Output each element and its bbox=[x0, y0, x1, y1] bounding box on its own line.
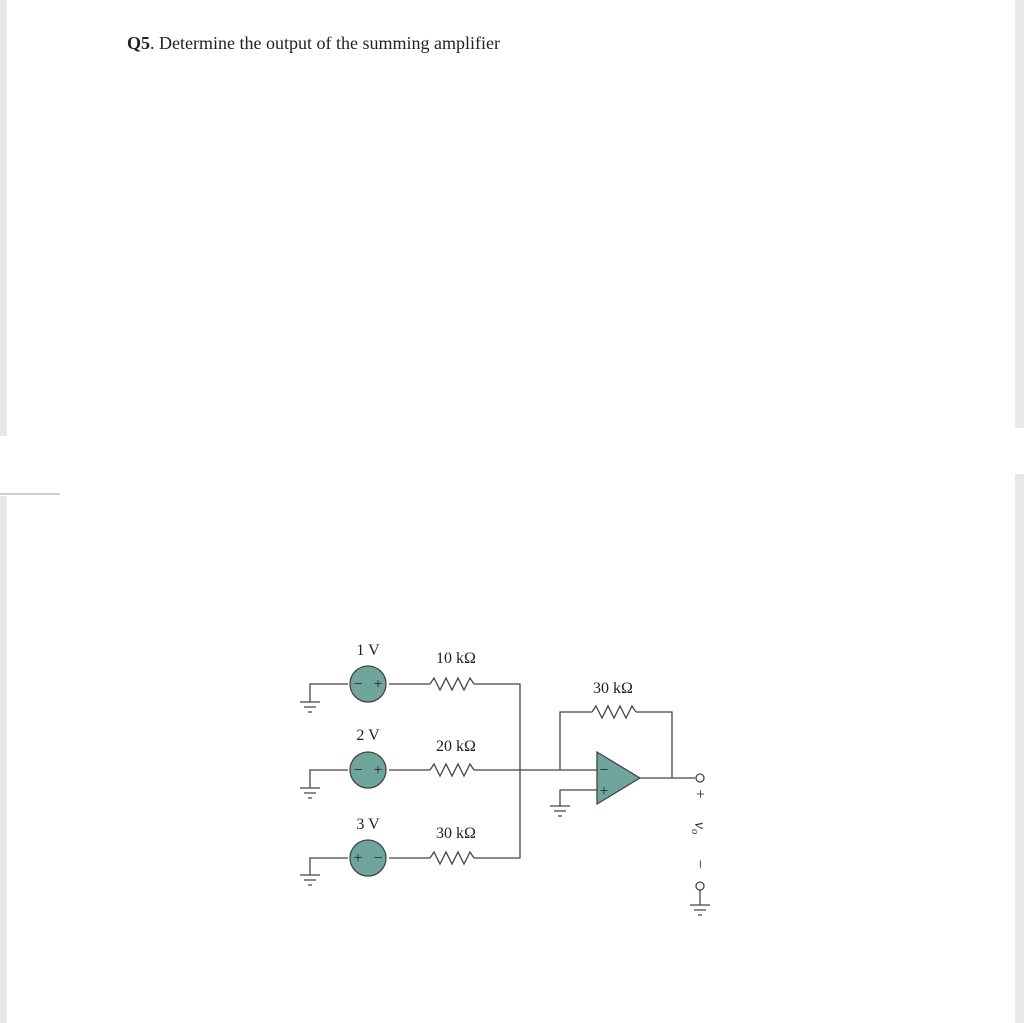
resistor-30k-input bbox=[430, 852, 474, 864]
resistor-30k-feedback bbox=[592, 706, 636, 718]
source-value-label: 3 V bbox=[356, 816, 380, 833]
wire-feedback-left bbox=[560, 712, 592, 770]
voltage-source-2 bbox=[350, 727, 386, 788]
output-plus-sign: + bbox=[691, 789, 708, 799]
wire-feedback-right bbox=[636, 712, 672, 778]
ground-icon bbox=[690, 905, 710, 915]
output-symbol-letter: v bbox=[691, 821, 708, 829]
output-symbol-subscript: o bbox=[689, 828, 701, 835]
source-right-sign: + bbox=[373, 762, 383, 779]
question-number: Q5 bbox=[127, 33, 151, 53]
resistor-label-30k-feedback: 30 kΩ bbox=[593, 680, 633, 697]
ground-icon bbox=[300, 702, 320, 712]
source-left-sign: + bbox=[353, 850, 363, 867]
wire-noninverting-ground bbox=[560, 790, 597, 806]
output-symbol bbox=[689, 822, 708, 835]
voltage-source-1 bbox=[350, 642, 386, 702]
output-terminal-positive bbox=[696, 774, 704, 782]
ground-wire-1 bbox=[310, 684, 348, 702]
resistor-10k bbox=[430, 678, 474, 690]
source-right-sign: + bbox=[373, 676, 383, 693]
source-value-label: 2 V bbox=[356, 727, 380, 744]
wire-summing-bus bbox=[474, 684, 520, 858]
source-left-sign: − bbox=[353, 676, 363, 693]
resistor-20k bbox=[430, 764, 474, 776]
ground-wire-2 bbox=[310, 770, 348, 788]
output-voltage-label bbox=[689, 789, 708, 868]
voltage-source-3 bbox=[350, 816, 386, 876]
ground-icon bbox=[300, 875, 320, 885]
source-left-sign: − bbox=[353, 762, 363, 779]
ground-wire-3 bbox=[310, 858, 348, 875]
ground-icon bbox=[300, 788, 320, 798]
resistor-label-10k: 10 kΩ bbox=[436, 650, 476, 667]
output-minus-sign: − bbox=[691, 859, 708, 869]
opamp-inverting-sign: − bbox=[599, 762, 609, 779]
resistor-label-30k-input: 30 kΩ bbox=[436, 825, 476, 842]
source-value-label: 1 V bbox=[356, 642, 380, 659]
opamp bbox=[597, 752, 640, 804]
ground-icon bbox=[550, 806, 570, 816]
output-terminal-negative bbox=[696, 882, 704, 890]
opamp-noninverting-sign: + bbox=[599, 783, 609, 800]
question-body: . Determine the output of the summing amplifier bbox=[150, 33, 500, 53]
source-right-sign: − bbox=[373, 850, 383, 867]
resistor-label-20k: 20 kΩ bbox=[436, 738, 476, 755]
